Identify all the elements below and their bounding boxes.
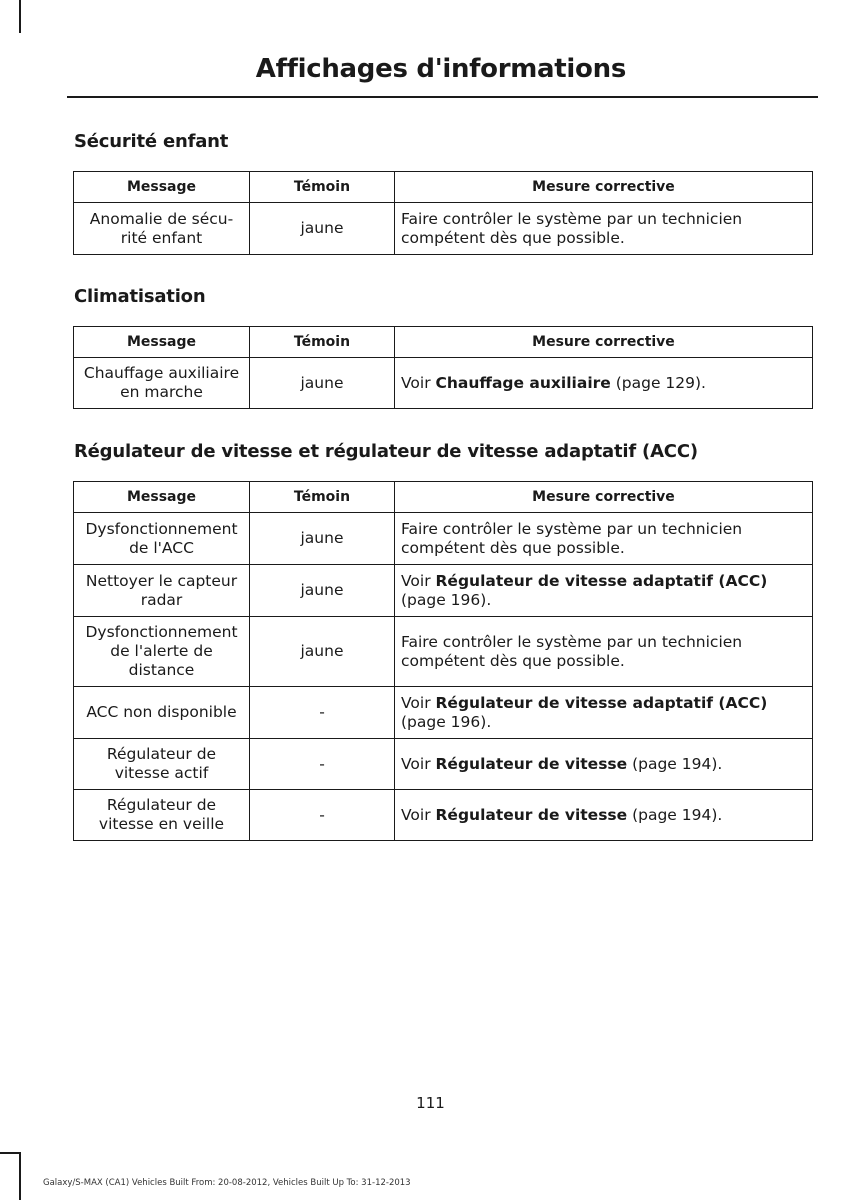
column-header-mesure-corrective: Mesure corrective [395,482,813,513]
column-header-message: Message [74,482,250,513]
cell-mesure-corrective: Voir Régulateur de vitesse (page 194). [395,739,813,790]
cell-temoin: jaune [250,358,395,409]
cell-message: Anomalie de sécu- rité enfant [74,203,250,255]
cell-mesure-corrective: Faire contrôler le système par un technicien compétent dès que possible. [395,617,813,687]
crop-mark-bottom-left-horizontal [0,1152,19,1154]
table-body [74,513,813,841]
cell-mesure-corrective: Voir Régulateur de vitesse adaptatif (ACC) (page 196). [395,565,813,617]
column-header-message: Message [74,327,250,358]
table-body [74,203,813,255]
table-regulateur-de-vitesse [73,481,813,841]
cell-temoin: jaune [250,513,395,565]
cell-message: Régulateur de vitesse actif [74,739,250,790]
table-body [74,358,813,409]
page-number: 111 [416,1094,445,1112]
table-header-row [74,172,813,203]
crop-mark-top-left-vertical [19,0,21,33]
column-header-temoin: Témoin [250,482,395,513]
table-row [74,565,813,617]
table-header-row [74,327,813,358]
cell-mesure-corrective: Faire contrôler le système par un technicien compétent dès que possible. [395,203,813,255]
section-heading-regulateur-de-vitesse: Régulateur de vitesse et régulateur de vitesse adaptatif (ACC) [74,441,698,462]
column-header-temoin: Témoin [250,172,395,203]
cell-message: Dysfonctionnement de l'alerte de distance [74,617,250,687]
column-header-mesure-corrective: Mesure corrective [395,327,813,358]
title-rule [67,96,818,98]
cross-reference: Régulateur de vitesse [435,805,628,824]
table-row [74,617,813,687]
cross-reference: Régulateur de vitesse adaptatif (ACC) [435,693,768,712]
cell-mesure-corrective: Voir Régulateur de vitesse (page 194). [395,790,813,841]
column-header-temoin: Témoin [250,327,395,358]
column-header-mesure-corrective: Mesure corrective [395,172,813,203]
footer-vehicle-info: Galaxy/S-MAX (CA1) Vehicles Built From: 20-08-2012, Vehicles Built Up To: 31-12-2013 [43,1178,411,1188]
cell-message: Chauffage auxiliaire en marche [74,358,250,409]
cell-temoin: - [250,790,395,841]
cell-message: Nettoyer le capteur radar [74,565,250,617]
cell-mesure-corrective: Faire contrôler le système par un technicien compétent dès que possible. [395,513,813,565]
cell-message: ACC non disponible [74,687,250,739]
section-heading-securite-enfant: Sécurité enfant [74,131,229,152]
crop-mark-bottom-left-vertical [19,1152,21,1200]
cell-mesure-corrective: Voir Régulateur de vitesse adaptatif (ACC) (page 196). [395,687,813,739]
cell-temoin: jaune [250,203,395,255]
table-climatisation [73,326,813,409]
table-row [74,358,813,409]
table-row [74,513,813,565]
table-row [74,739,813,790]
cross-reference: Chauffage auxiliaire [435,373,611,392]
page-title: Affichages d'informations [255,54,626,84]
cross-reference: Régulateur de vitesse adaptatif (ACC) [435,571,768,590]
cell-message: Régulateur de vitesse en veille [74,790,250,841]
cell-temoin: - [250,687,395,739]
table-header-row [74,482,813,513]
cell-temoin: jaune [250,565,395,617]
cell-temoin: jaune [250,617,395,687]
cell-mesure-corrective: Voir Chauffage auxiliaire (page 129). [395,358,813,409]
table-row [74,687,813,739]
table-row [74,790,813,841]
table-securite-enfant [73,171,813,255]
cell-temoin: - [250,739,395,790]
cross-reference: Régulateur de vitesse [435,754,628,773]
section-heading-climatisation: Climatisation [74,286,206,307]
cell-message: Dysfonctionnement de l'ACC [74,513,250,565]
column-header-message: Message [74,172,250,203]
table-row [74,203,813,255]
